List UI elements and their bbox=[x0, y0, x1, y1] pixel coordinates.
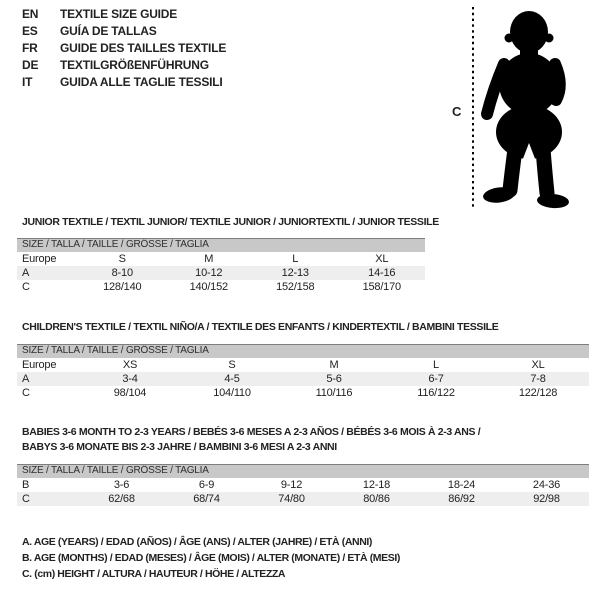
cell: 104/110 bbox=[213, 387, 251, 399]
table-row bbox=[17, 266, 425, 280]
table-row bbox=[17, 280, 425, 294]
cell: 12-18 bbox=[362, 479, 391, 491]
row-label: Europe bbox=[22, 253, 57, 265]
cell: 110/116 bbox=[315, 387, 353, 399]
legend-item-b: B. AGE (MONTHS) / EDAD (MESES) / ÂGE (MOIS) / ALTER (MONATE) / ETÀ (MESI) bbox=[22, 552, 400, 564]
cell: 140/152 bbox=[189, 281, 228, 293]
table-row bbox=[17, 492, 589, 506]
babies-section-title bbox=[22, 425, 480, 455]
lang-row-de bbox=[22, 57, 226, 74]
cell: XL bbox=[531, 359, 545, 371]
babies-table bbox=[17, 478, 589, 506]
lang-label: GUIDE DES TAILLES TEXTILE bbox=[60, 41, 227, 55]
lang-code: DE bbox=[22, 58, 39, 72]
junior-table bbox=[17, 252, 425, 294]
table-row bbox=[17, 386, 589, 400]
cell: S bbox=[118, 253, 126, 265]
cell: 9-12 bbox=[280, 479, 303, 491]
row-label: A bbox=[22, 373, 30, 385]
babies-title-line1: BABIES 3-6 MONTH TO 2-3 YEARS / BEBÉS 3-6 MESES A 2-3 AÑOS / BÉBÉS 3-6 MOIS À 2-3 ANS / bbox=[22, 426, 481, 438]
cell: 18-24 bbox=[447, 479, 476, 491]
lang-code: ES bbox=[22, 24, 38, 38]
cell: 10-12 bbox=[195, 267, 223, 279]
children-section-title: CHILDREN'S TEXTILE / TEXTIL NIÑO/A / TEXTILE DES ENFANTS / KINDERTEXTIL / BAMBINI TESSILE bbox=[22, 321, 499, 333]
size-header-bar: SIZE / TALLA / TAILLE / GRÖSSE / TAGLIA bbox=[17, 344, 589, 358]
cell: 12-13 bbox=[281, 267, 309, 279]
row-label: C bbox=[22, 281, 30, 293]
cell: M bbox=[329, 359, 339, 371]
row-label: Europe bbox=[22, 359, 57, 371]
children-size-table bbox=[17, 344, 589, 400]
cell: XL bbox=[375, 253, 389, 265]
baby-silhouette-icon bbox=[440, 2, 595, 212]
height-measure-label: C bbox=[452, 104, 462, 119]
cell: 5-6 bbox=[326, 373, 342, 385]
lang-label: TEXTILE SIZE GUIDE bbox=[60, 7, 178, 21]
babies-size-table bbox=[17, 464, 589, 506]
cell: 92/98 bbox=[533, 493, 560, 505]
table-row bbox=[17, 358, 589, 372]
cell: 128/140 bbox=[103, 281, 142, 293]
cell: 122/128 bbox=[518, 387, 558, 399]
lang-row-it bbox=[22, 74, 226, 91]
cell: L bbox=[433, 359, 439, 371]
baby-figure bbox=[440, 2, 595, 212]
lang-row-fr bbox=[22, 40, 226, 57]
babies-title-line2: BABYS 3-6 MONATE BIS 2-3 JAHRE / BAMBINI 3-6 MESI A 2-3 ANNI bbox=[22, 441, 337, 453]
lang-code: FR bbox=[22, 41, 38, 55]
cell: 24-36 bbox=[532, 479, 561, 491]
cell: 14-16 bbox=[368, 267, 396, 279]
cell: 68/74 bbox=[193, 493, 220, 505]
cell: 80/86 bbox=[363, 493, 390, 505]
lang-row-en bbox=[22, 6, 226, 23]
row-label: A bbox=[22, 267, 30, 279]
lang-code: IT bbox=[22, 75, 33, 89]
cell: 158/170 bbox=[362, 281, 401, 293]
language-guide-list bbox=[22, 6, 226, 91]
cell: XS bbox=[122, 359, 138, 371]
size-header-bar: SIZE / TALLA / TAILLE / GRÖSSE / TAGLIA bbox=[17, 238, 425, 252]
cell: 4-5 bbox=[224, 373, 240, 385]
silhouette-shapes bbox=[482, 11, 569, 209]
cell: 3-6 bbox=[113, 479, 130, 491]
cell: 98/104 bbox=[113, 387, 147, 399]
cell: M bbox=[204, 253, 214, 265]
legend-item-c: C. (cm) HEIGHT / ALTURA / HAUTEUR / HÖHE / ALTEZZA bbox=[22, 568, 286, 580]
cell: 6-9 bbox=[198, 479, 215, 491]
lang-code: EN bbox=[22, 7, 39, 21]
cell: 152/158 bbox=[276, 281, 315, 293]
measure-legend bbox=[22, 534, 400, 582]
size-header-bar: SIZE / TALLA / TAILLE / GRÖSSE / TAGLIA bbox=[17, 464, 589, 478]
row-label: B bbox=[22, 479, 30, 491]
table-row bbox=[17, 252, 425, 266]
children-table bbox=[17, 358, 589, 400]
cell: 8-10 bbox=[111, 267, 133, 279]
junior-size-table bbox=[17, 238, 425, 294]
legend-item-a: A. AGE (YEARS) / EDAD (AÑOS) / ÂGE (ANS) / ALTER (JAHRE) / ETÀ (ANNI) bbox=[22, 536, 373, 548]
row-label: C bbox=[22, 493, 30, 505]
cell: 7-8 bbox=[530, 373, 546, 385]
row-label: C bbox=[22, 387, 30, 399]
cell: 86/92 bbox=[448, 493, 475, 505]
cell: S bbox=[228, 359, 236, 371]
cell: 74/80 bbox=[278, 493, 305, 505]
cell: L bbox=[292, 253, 299, 265]
table-row bbox=[17, 372, 589, 386]
cell: 6-7 bbox=[428, 373, 444, 385]
cell: 116/122 bbox=[417, 387, 455, 399]
lang-row-es bbox=[22, 23, 226, 40]
cell: 3-4 bbox=[122, 373, 138, 385]
lang-label: GUIDA ALLE TAGLIE TESSILI bbox=[60, 75, 223, 89]
table-row bbox=[17, 478, 589, 492]
lang-label: GUÍA DE TALLAS bbox=[60, 24, 157, 38]
lang-label: TEXTILGRÖßENFÜHRUNG bbox=[60, 58, 209, 72]
junior-section-title: JUNIOR TEXTILE / TEXTIL JUNIOR/ TEXTILE JUNIOR / JUNIORTEXTIL / JUNIOR TESSILE bbox=[22, 216, 439, 228]
cell: 62/68 bbox=[108, 493, 135, 505]
